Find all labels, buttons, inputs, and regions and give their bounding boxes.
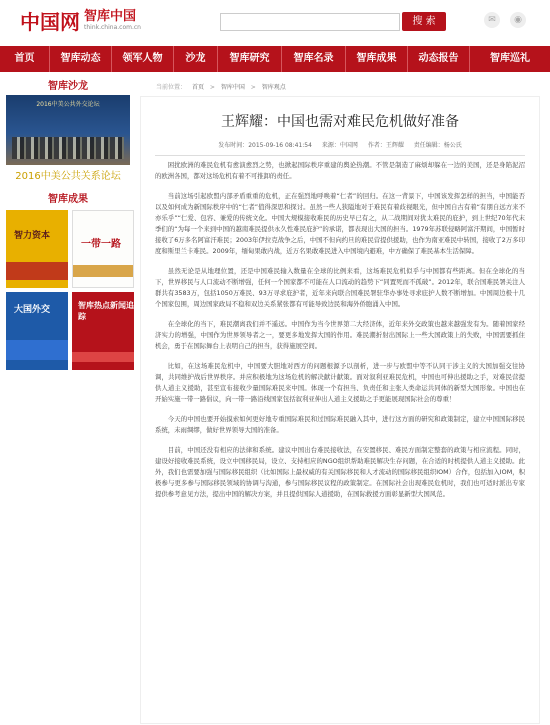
salon-title: 智库沙龙 [48,81,88,92]
results-title: 智库成果 [48,194,88,205]
forum-banner-text: 2016中美公共外交论坛 [36,101,100,108]
logo-url: think.china.com.cn [84,24,141,31]
article [140,96,540,724]
book-cover[interactable] [72,210,134,288]
sidebar [4,72,132,370]
nav-item-reports[interactable]: 动态报告 [408,46,470,72]
book-cover[interactable] [6,210,68,288]
main-nav [0,46,550,72]
book-title: 一带一路 [81,239,121,250]
article-paragraph: 困扰欧洲的难民危机有愈演愈烈之势，也掀起国际秩序重建的舆论热潮。不管是制造了麻烦却躲在一边的美国，还是身陷泥沼的欧洲各国，都对这场危机有着不可推卸的责任。 [155,161,525,180]
article-paragraph: 今天的中国也要开始摸索如何更好地专重国际难民和过国际难民融入其中，进行这方面的研究和政策制定，建立中国国际移民系统，未雨绸缪，做好世界领导大国的准备。 [155,415,525,434]
article-paragraph: 在全球化的当下，难民潮离我们并不遥远。中国作为当今世界第二大经济体，近年来外交政策也越来越强发有为。随着国家经济实力的增强，中国作为世界领导者之一，要更多地发挥大国的作用。难民潮折射出国际上一些大国政策上的失败，中国需要抓住机会，勇于在国际舞台上表明自己的担当，获得施展空间。 [155,320,525,350]
book-band [6,262,68,280]
article-paragraph: 目前，中国还没有相应的法律和系统。建议中国出台难民接收法，在安置移民、难民方面制定整套的政策与相应流程。同时，建设好接收难民系统，设立中国移民局，设立、支持相应的NGO组织帮助难民解决生存问题，在合适的时机提供人道主义援助。此外，我们也需要加强与国际移民组织（比如国际上最权威的有关国际移民和人才流动的国际移民组织IOM）合作，包括加入IOM，积极参与更多参与国际移民领域的协调与沟通，参与国际移民议程的政策制定。在国际社会出现难民危机时，我们也可适时派出专家提供参考意见方法，提出中国的解决方案，并且提供国际人道援助，在国际救援方面彰显新型大国风范。 [155,446,525,498]
source-value: 中国网 [339,142,358,149]
article-paragraph: 虽然无论是从地理位置，还是中国难民输入数量在全球的比例来看，这场难民危机似乎与中国都有些距离。但在全球化的当下，世界移民与人口流动不断增强，任何一个国家都不可能在人口流动的趋势下“同置死而不孤破”。2012年，联合国难民署关注人群共有3583万，包括1050万难民、93万寻求庇护者，近年来向联合国难民署驻华办事处寻求庇护人数不断增加。中国周边极十几个国家包围，周边国家政局不稳和双边关系紧张都有可能导致边民和海外侨胞涌入中国。 [155,267,525,308]
forum-caption[interactable]: 2016中美公共关系论坛 [15,171,121,182]
book-cover[interactable] [6,292,68,370]
forum-image[interactable] [6,95,130,165]
breadcrumb-sep: > [209,84,215,91]
publish-time: 2015-09-16 08:41:54 [248,142,312,149]
logo-sub [84,10,141,32]
breadcrumb-prefix: 当前位置： [156,84,187,91]
nav-item-research[interactable]: 智库研究 [218,46,282,72]
article-paragraph: 当前这场引起欧盟内部矛盾重重的危机，正在强烈地呼唤着“仁者”的回归。在这一背景下，中国该发挥怎样的担当，中国能否以及如何成为新国际秩序中的“仁者”值得深思和探讨。虽然一些人狭隘地对于难民有着歧视眼光，但中国自古有着“有朋自远方来不亦乐乎”“仁爱、包容、兼爱的传统文化。中国大规模接收难民的历史早已有之，从二战期间对犹太难民的庇护，到上世纪70年代末季们的“为每一个来到中国的越南难民提供永久性难民庇护”的承诺，都表现出大国的担当。1979年苏联侵略阿富汗期间，中国暂时接收了6万多名阿富汗难民；2003年伊拉克战争之后，中国不但向约旦的难民营提供援助，也作为南亚难民中转国，接收了2万多印度和斯里兰卡难民。2009年，缅甸果敢内战，近万名果敢难民进入中国境内避难，中方确保了难民基本生活保障。 [155,192,525,255]
nav-item-tour[interactable]: 智库巡礼 [490,53,530,64]
book-grid [6,210,132,370]
breadcrumb [140,72,540,91]
book-title: 智库热点新闻追踪 [78,301,134,321]
forum-photo [12,137,124,159]
nav-item-leaders[interactable]: 领军人物 [112,46,174,72]
source-label: 来源： [321,142,340,149]
book-band [6,340,68,360]
breadcrumb-home[interactable]: 首页 [191,84,204,91]
author-label: 作者： [367,142,386,149]
publish-label: 发布时间： [218,142,249,149]
editor-value: 杨公氏 [443,142,462,149]
book-cover[interactable] [72,292,134,370]
breadcrumb-sep: > [250,84,256,91]
weibo-icon[interactable]: ◉ [510,12,526,28]
nav-item-think-tank-news[interactable]: 智库动态 [50,46,112,72]
author-value: 王辉耀 [385,142,404,149]
book-band [73,265,133,277]
nav-item-salon[interactable]: 沙龙 [174,46,218,72]
book-title: 大国外交 [14,305,51,315]
search-button[interactable]: 搜 索 [402,12,446,31]
mail-icon[interactable]: ✉ [484,12,500,28]
nav-item-directory[interactable]: 智库名录 [282,46,346,72]
book-title: 智力资本 [14,231,51,241]
breadcrumb-viewpoints[interactable]: 智库观点 [261,84,286,91]
nav-item-results[interactable]: 智库成果 [346,46,408,72]
logo-main: 中国网 [20,10,80,34]
breadcrumb-think-china[interactable]: 智库中国 [220,84,245,91]
article-body [141,156,539,500]
site-header [0,0,550,42]
nav-item-home[interactable]: 首页 [0,46,50,72]
article-paragraph: 比如，在这场难民危机中，中国要大胆地对西方的问题根源予以剖析，进一步与欧盟中等不认同干涉主义的大国加强交往协调，共同维护战后世界秩序。并应积极地为这场危机的解决献计献策。面对叙利亚难民危机，中国也可伸出援助之手，对难民营提供人道主义援助，甚至宣布接收少量国际难民来中国。体现一个有担当、负责任和主张人类命运共同体的新型大国形象。中国也在开始实施一带一路倡议，向一带一路沿线国家包括叙利亚伸出人道主义援助之手更能展现国际社会的尊重！ [155,362,525,403]
search-input[interactable] [220,13,400,31]
site-logo[interactable] [20,10,141,32]
main-content [140,72,540,725]
book-band [72,352,134,362]
editor-label: 责任编辑： [413,142,444,149]
article-meta [141,140,539,149]
article-title: 王辉耀：中国也需对难民危机做好准备 [221,114,459,130]
logo-title: 智库中国 [84,9,137,24]
